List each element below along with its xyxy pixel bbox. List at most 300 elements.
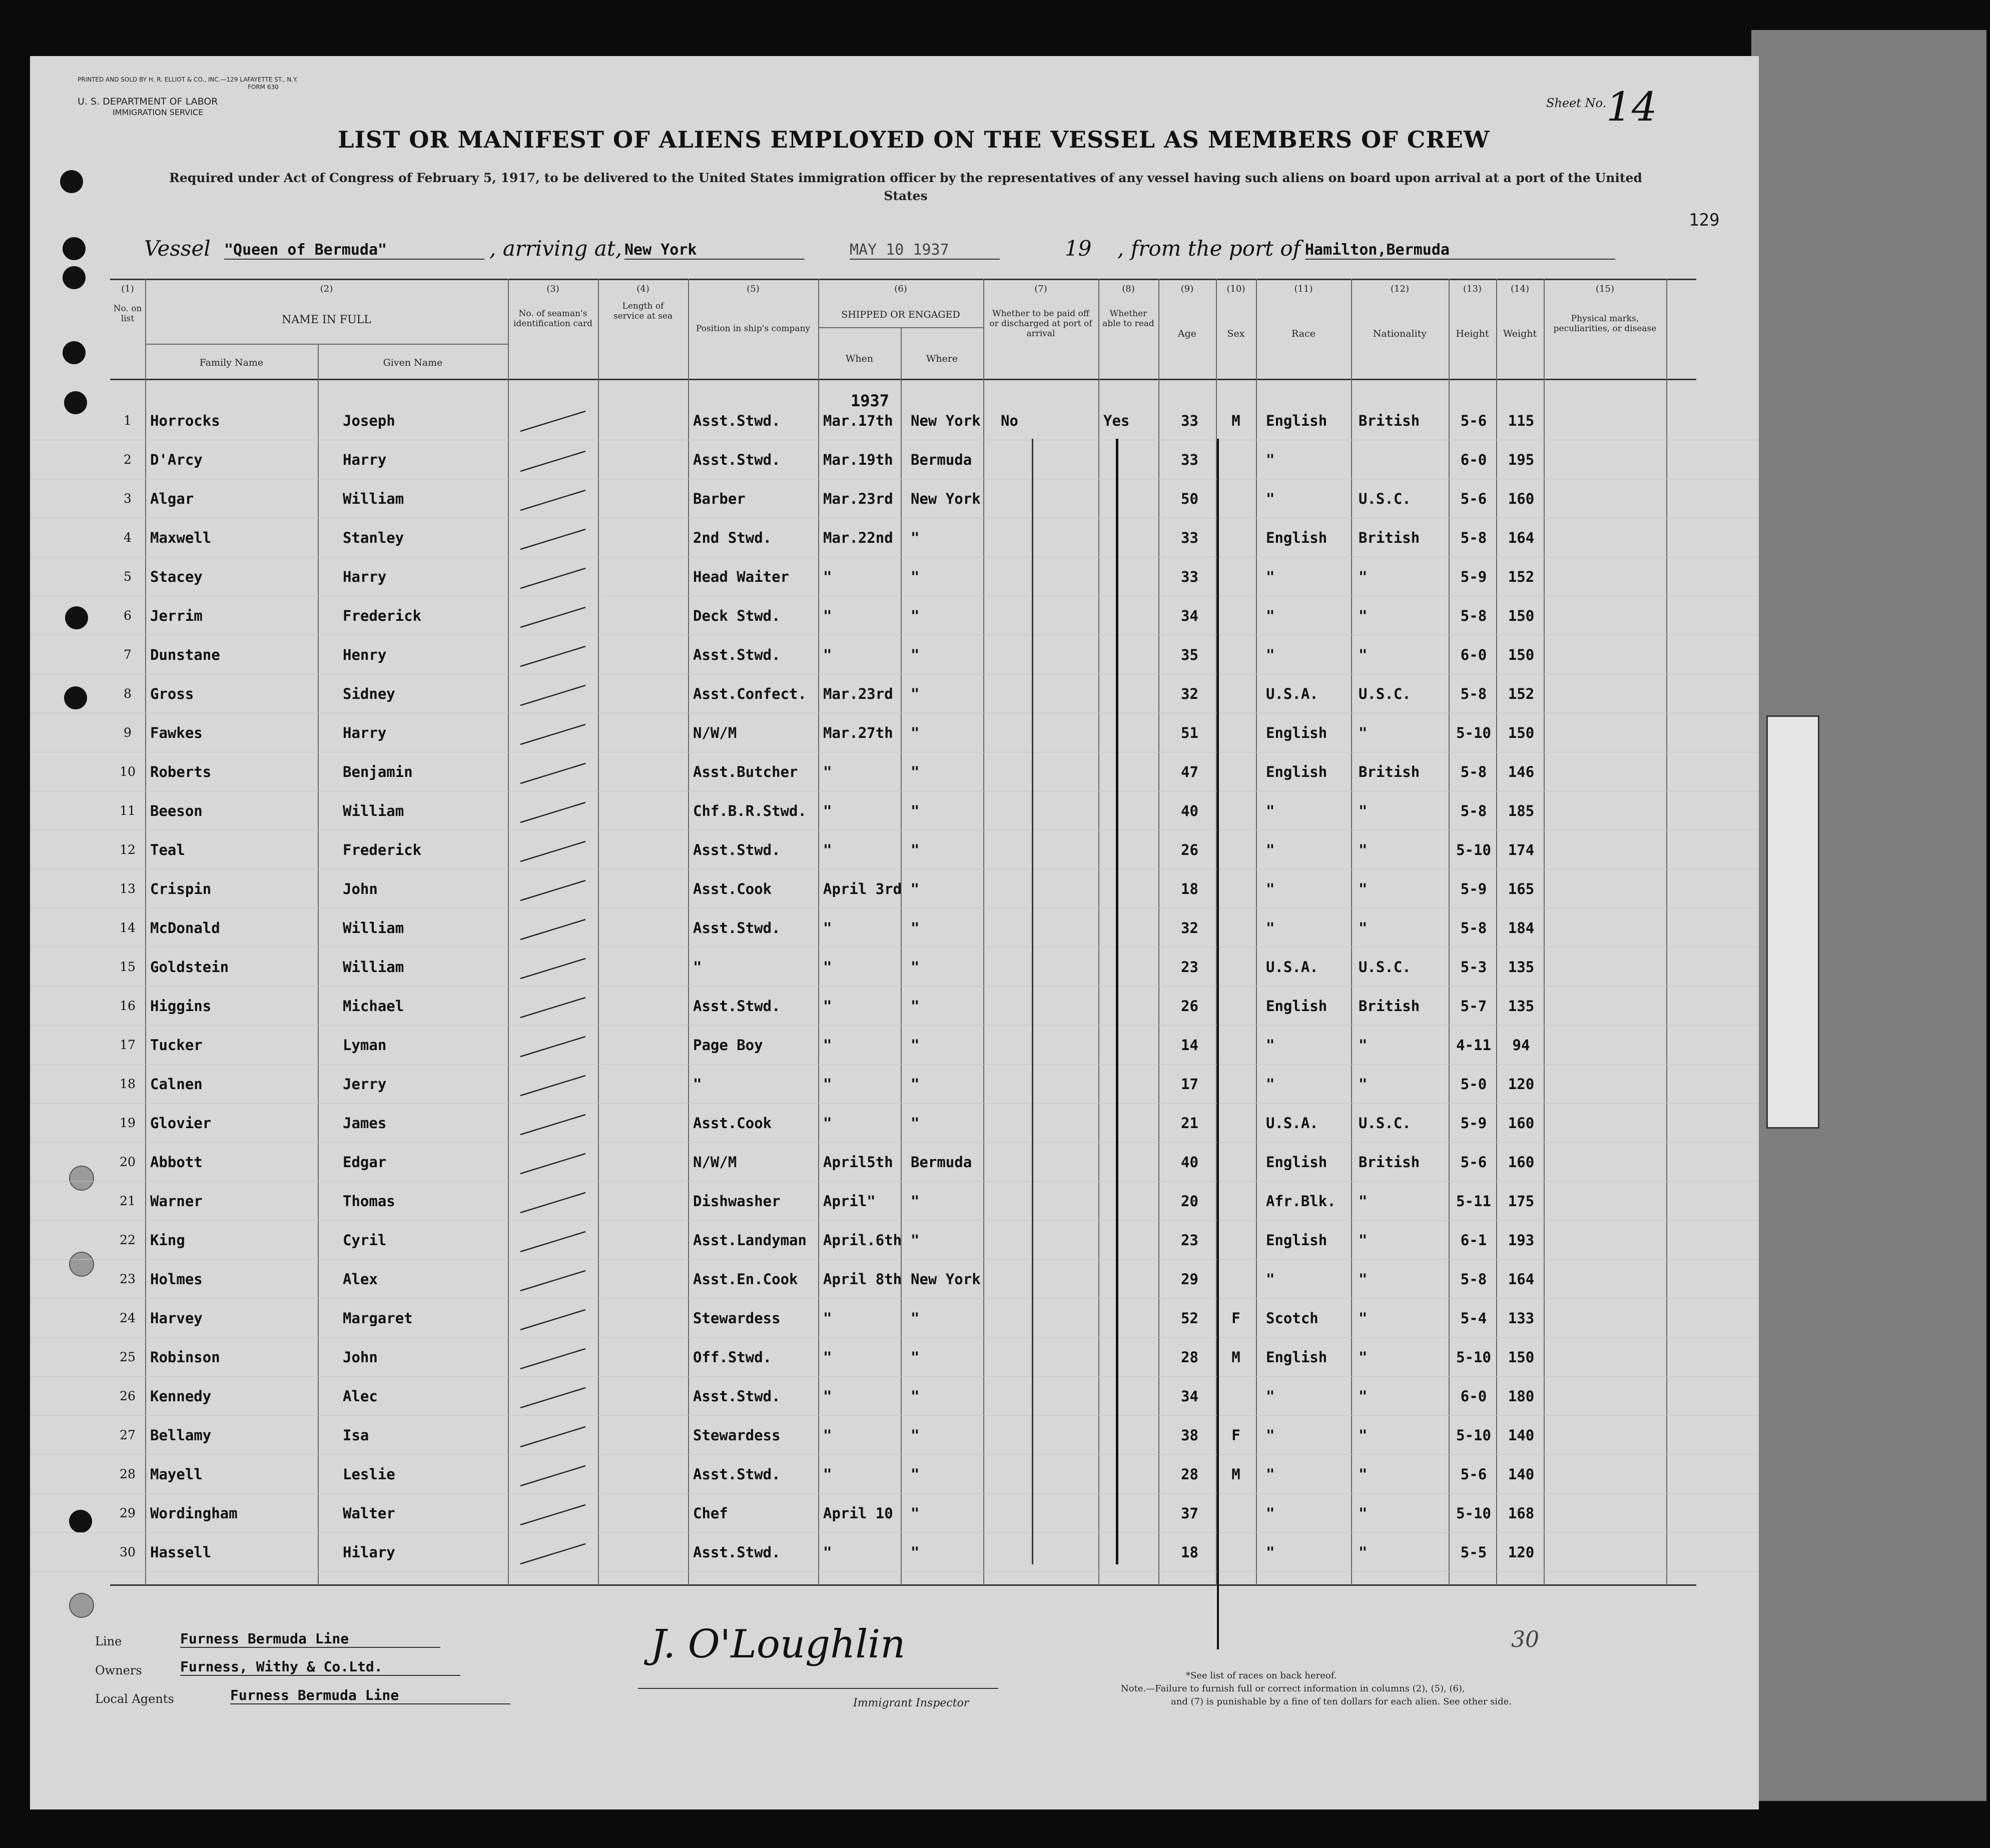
cell-where: " xyxy=(911,1115,920,1132)
cell-weight: 175 xyxy=(1508,1193,1535,1210)
cell-position: Deck Stwd. xyxy=(693,607,781,624)
cell-family: Kennedy xyxy=(150,1388,212,1405)
col-number: (6) xyxy=(894,284,907,294)
cell-weight: 135 xyxy=(1508,959,1535,976)
cell-paid xyxy=(1001,830,1051,869)
page-title: LIST OR MANIFEST OF ALIENS EMPLOYED ON THE VESSEL AS MEMBERS OF CREW xyxy=(338,126,1490,153)
cell-sex: F xyxy=(1231,1310,1240,1327)
cell-given: William xyxy=(343,919,404,937)
cell-when: " xyxy=(823,1466,832,1483)
cell-nationality: U.S.C. xyxy=(1359,490,1411,507)
cell-race: " xyxy=(1266,607,1275,624)
cell-sex xyxy=(1221,1260,1251,1299)
cell-given: Sidney xyxy=(343,685,395,702)
cell-no: 22 xyxy=(120,1233,136,1247)
cell-no: 2 xyxy=(124,452,132,467)
table-row xyxy=(30,830,1759,869)
id-card-slashes xyxy=(510,401,598,1572)
cell-race: " xyxy=(1266,1076,1275,1093)
cell-read xyxy=(1103,908,1153,948)
cell-race: " xyxy=(1266,1271,1275,1288)
cell-sex xyxy=(1221,830,1251,869)
cell-given: Lyman xyxy=(343,1037,387,1054)
cell-family: Beeson xyxy=(150,802,203,819)
cell-position: N/W/M xyxy=(693,724,737,741)
cell-family: Crispin xyxy=(150,880,212,897)
cell-no: 10 xyxy=(120,764,136,779)
cell-paid xyxy=(1001,1182,1051,1221)
cell-nationality: " xyxy=(1359,568,1368,585)
cell-race: English xyxy=(1266,724,1328,741)
cell-position: Asst.Stwd. xyxy=(693,1388,781,1405)
cell-race: " xyxy=(1266,568,1275,585)
cell-position: Asst.Stwd. xyxy=(693,998,781,1015)
cell-no: 12 xyxy=(120,842,136,857)
cell-sex xyxy=(1221,1182,1251,1221)
row-rule xyxy=(30,1571,1759,1572)
note-line: Note.—Failure to furnish full or correct information in columns (2), (5), (6), xyxy=(1121,1683,1465,1694)
table-row xyxy=(30,635,1759,674)
table-row xyxy=(30,752,1759,791)
cell-nationality: " xyxy=(1359,1427,1368,1444)
cell-given: Leslie xyxy=(343,1466,395,1483)
cell-where: " xyxy=(911,568,920,585)
cell-read xyxy=(1103,1182,1153,1221)
cell-nationality: U.S.C. xyxy=(1359,685,1411,702)
header-id-card: No. of seaman's identification card xyxy=(513,309,593,329)
header-bottom-rule xyxy=(110,379,1696,380)
cell-height: 5-8 xyxy=(1460,1271,1487,1288)
cell-no: 25 xyxy=(120,1350,136,1364)
cell-race: " xyxy=(1266,646,1275,663)
cell-where: " xyxy=(911,724,920,741)
cell-no: 19 xyxy=(120,1116,136,1130)
table-row xyxy=(30,1221,1759,1260)
cell-where: " xyxy=(911,1544,920,1561)
cell-age: 28 xyxy=(1181,1466,1198,1483)
cell-where: " xyxy=(911,529,920,546)
cell-read xyxy=(1103,596,1153,635)
cell-paid xyxy=(1001,869,1051,908)
punch-hole xyxy=(63,237,86,260)
inspector-label: Immigrant Inspector xyxy=(853,1697,969,1709)
cell-weight: 150 xyxy=(1508,646,1535,663)
cell-height: 6-0 xyxy=(1460,1388,1487,1405)
cell-family: D'Arcy xyxy=(150,451,203,468)
cell-height: 5-9 xyxy=(1460,880,1487,897)
cell-given: Alex xyxy=(343,1271,378,1288)
cell-family: Goldstein xyxy=(150,959,229,976)
cell-paid xyxy=(1001,1338,1051,1377)
cell-paid xyxy=(1001,1026,1051,1065)
cell-position: Asst.Cook xyxy=(693,880,772,897)
printer-imprint xyxy=(78,76,298,91)
cell-age: 34 xyxy=(1181,607,1198,624)
cell-where: " xyxy=(911,1388,920,1405)
cell-sex xyxy=(1221,518,1251,557)
punch-hole xyxy=(60,170,83,193)
table-row xyxy=(30,791,1759,830)
cell-family: Harvey xyxy=(150,1310,203,1327)
vessel-name: "Queen of Bermuda" xyxy=(224,241,484,260)
cell-paid xyxy=(1001,1494,1051,1533)
header-where: Where xyxy=(926,353,958,364)
cell-height: 5-6 xyxy=(1460,1466,1487,1483)
cell-race: " xyxy=(1266,841,1275,858)
cell-nationality: " xyxy=(1359,1271,1368,1288)
cell-paid xyxy=(1001,440,1051,479)
cell-race: " xyxy=(1266,802,1275,819)
cell-weight: 115 xyxy=(1508,412,1535,429)
cell-nationality: U.S.C. xyxy=(1359,1115,1411,1132)
cell-family: Glovier xyxy=(150,1115,212,1132)
cell-family: Holmes xyxy=(150,1271,203,1288)
cell-sex xyxy=(1221,869,1251,908)
cell-sex xyxy=(1221,1065,1251,1104)
cell-position: Asst.Stwd. xyxy=(693,841,781,858)
cell-read xyxy=(1103,557,1153,596)
cell-nationality: British xyxy=(1359,763,1420,780)
cell-when: Mar.23rd xyxy=(823,490,893,507)
year-label: 19 xyxy=(1065,236,1092,261)
cell-race: " xyxy=(1266,490,1275,507)
cell-height: 5-10 xyxy=(1456,724,1491,741)
cell-family: Dunstane xyxy=(150,646,220,663)
name-divider-rule xyxy=(145,344,508,345)
cell-family: Warner xyxy=(150,1193,203,1210)
cell-sex xyxy=(1221,557,1251,596)
cell-no: 5 xyxy=(124,569,132,584)
cell-position: Dishwasher xyxy=(693,1193,781,1210)
cell-nationality: U.S.C. xyxy=(1359,959,1411,976)
cell-where: " xyxy=(911,919,920,937)
cell-where: " xyxy=(911,841,920,858)
cell-race: English xyxy=(1266,763,1328,780)
cell-paid xyxy=(1001,1533,1051,1572)
cell-when: Mar.23rd xyxy=(823,685,893,702)
cell-read xyxy=(1103,1143,1153,1182)
handwritten-total: 30 xyxy=(1511,1627,1539,1652)
cell-age: 52 xyxy=(1181,1310,1198,1327)
cell-paid xyxy=(1001,635,1051,674)
vessel-label: Vessel xyxy=(144,236,211,261)
cell-paid xyxy=(1001,518,1051,557)
note-line: and (7) is punishable by a fine of ten dollars for each alien. See other side. xyxy=(1171,1696,1512,1707)
table-row xyxy=(30,1143,1759,1182)
cell-height: 5-9 xyxy=(1460,568,1487,585)
ditto-line-sex xyxy=(1217,439,1219,1649)
cell-position: Chf.B.R.Stwd. xyxy=(693,802,807,819)
cell-read xyxy=(1103,1260,1153,1299)
cell-read xyxy=(1103,518,1153,557)
cell-given: Harry xyxy=(343,568,387,585)
cell-given: Harry xyxy=(343,451,387,468)
cell-no: 23 xyxy=(120,1272,136,1286)
header-read: Whether able to read xyxy=(1102,309,1154,329)
cell-age: 26 xyxy=(1181,998,1198,1015)
cell-where: New York xyxy=(911,412,981,429)
cell-weight: 185 xyxy=(1508,802,1535,819)
cell-no: 7 xyxy=(124,647,132,662)
cell-nationality: British xyxy=(1359,412,1420,429)
header-sex: Sex xyxy=(1227,328,1245,339)
cell-weight: 160 xyxy=(1508,1154,1535,1171)
header-position: Position in ship's company xyxy=(696,324,811,334)
cell-nationality: " xyxy=(1359,1076,1368,1093)
cell-position: Chef xyxy=(693,1505,728,1522)
arriving-label: , arriving at, xyxy=(489,236,622,261)
cell-family: Algar xyxy=(150,490,194,507)
cell-age: 20 xyxy=(1181,1193,1198,1210)
cell-weight: 174 xyxy=(1508,841,1535,858)
line-value: Furness Bermuda Line xyxy=(180,1630,440,1648)
cell-nationality: " xyxy=(1359,1193,1368,1210)
cell-family: Wordingham xyxy=(150,1505,238,1522)
cell-height: 5-9 xyxy=(1460,1115,1487,1132)
cell-no: 8 xyxy=(124,686,132,701)
agents-label: Local Agents xyxy=(95,1692,174,1706)
page-subtitle: Required under Act of Congress of February 5, 1917, to be delivered to the United States immigration officer by the representatives of any vessel having such aliens on board upon arrival at a port of the United States xyxy=(169,171,1642,203)
header-weight: Weight xyxy=(1503,328,1537,339)
cell-nationality: " xyxy=(1359,1310,1368,1327)
cell-no: 20 xyxy=(120,1155,136,1169)
cell-given: Thomas xyxy=(343,1193,395,1210)
ditto-line-paid xyxy=(1032,439,1033,1564)
cell-nationality: " xyxy=(1359,802,1368,819)
cell-sex xyxy=(1221,908,1251,948)
printer-line: PRINTED AND SOLD BY H. R. ELLIOT & CO., INC.—129 LAFAYETTE ST., N.Y. xyxy=(78,76,298,83)
cell-height: 6-0 xyxy=(1460,646,1487,663)
cell-height: 5-6 xyxy=(1460,1154,1487,1171)
cell-read xyxy=(1103,1026,1153,1065)
cell-read xyxy=(1103,869,1153,908)
department-block xyxy=(78,96,218,118)
cell-weight: 120 xyxy=(1508,1076,1535,1093)
cell-given: Benjamin xyxy=(343,763,413,780)
cell-nationality: " xyxy=(1359,646,1368,663)
cell-where: " xyxy=(911,646,920,663)
cell-race: " xyxy=(1266,1505,1275,1522)
cell-no: 1 xyxy=(124,413,132,428)
cell-paid xyxy=(1001,1104,1051,1143)
cell-when: " xyxy=(823,607,832,624)
cell-read xyxy=(1103,713,1153,752)
cell-no: 18 xyxy=(120,1077,136,1091)
cell-paid xyxy=(1001,1143,1051,1182)
cell-no: 9 xyxy=(124,725,132,740)
table-row xyxy=(30,1260,1759,1299)
cell-when: " xyxy=(823,919,832,937)
cell-when: " xyxy=(823,841,832,858)
cell-position: Asst.Stwd. xyxy=(693,451,781,468)
cell-when: April 8th xyxy=(823,1271,902,1288)
cell-height: 5-8 xyxy=(1460,607,1487,624)
cell-given: Joseph xyxy=(343,412,395,429)
cell-age: 40 xyxy=(1181,802,1198,819)
cell-where xyxy=(911,869,986,908)
cell-sex xyxy=(1221,479,1251,518)
cell-nationality: " xyxy=(1359,841,1368,858)
cell-height: 4-11 xyxy=(1456,1037,1491,1054)
cell-sex xyxy=(1221,713,1251,752)
table-row xyxy=(30,987,1759,1026)
cell-weight: 164 xyxy=(1508,529,1535,546)
cell-age: 32 xyxy=(1181,685,1198,702)
cell-weight: 140 xyxy=(1508,1427,1535,1444)
inspector-signature: J. O'Loughlin xyxy=(650,1622,906,1667)
vessel-line xyxy=(144,236,1675,266)
cell-sex xyxy=(1221,1494,1251,1533)
table-row xyxy=(30,713,1759,752)
cell-family: Higgins xyxy=(150,998,212,1015)
cell-when: " xyxy=(823,646,832,663)
cell-read xyxy=(1103,674,1153,713)
table-row xyxy=(30,1026,1759,1065)
cell-weight: 160 xyxy=(1508,490,1535,507)
header-paid-off: Whether to be paid off or discharged at port of arrival xyxy=(989,309,1092,339)
cell-position: Asst.Stwd. xyxy=(693,1466,781,1483)
cell-read xyxy=(1103,1338,1153,1377)
header-physical-marks: Physical marks, peculiarities, or disease xyxy=(1553,314,1657,334)
cell-sex xyxy=(1221,1026,1251,1065)
department-name: U. S. DEPARTMENT OF LABOR xyxy=(78,96,218,107)
cell-paid xyxy=(1001,1221,1051,1260)
table-row xyxy=(30,440,1759,479)
cell-age: 47 xyxy=(1181,763,1198,780)
cell-where: " xyxy=(911,802,920,819)
cell-height: 6-1 xyxy=(1460,1232,1487,1249)
col-number: (4) xyxy=(636,284,649,294)
cell-nationality: " xyxy=(1359,1037,1368,1054)
cell-age: 26 xyxy=(1181,841,1198,858)
cell-where: " xyxy=(911,685,920,702)
cell-sex xyxy=(1221,596,1251,635)
cell-no: 3 xyxy=(124,491,132,506)
cell-where: " xyxy=(911,1466,920,1483)
cell-given: Stanley xyxy=(343,529,404,546)
table-row xyxy=(30,557,1759,596)
cell-nationality xyxy=(1359,440,1449,479)
cell-where: " xyxy=(911,959,920,976)
table-top-rule xyxy=(110,279,1696,280)
cell-weight: 193 xyxy=(1508,1232,1535,1249)
cell-weight: 150 xyxy=(1508,1349,1535,1366)
cell-age: 23 xyxy=(1181,959,1198,976)
cell-when: Mar.19th xyxy=(823,451,893,468)
cell-position: Asst.Stwd. xyxy=(693,1544,781,1561)
line-label: Line xyxy=(95,1634,122,1648)
cell-no: 13 xyxy=(120,881,136,896)
cell-where: " xyxy=(911,1505,920,1522)
cell-sex: F xyxy=(1231,1427,1240,1444)
col-number: (3) xyxy=(546,284,559,294)
cell-nationality: " xyxy=(1359,1544,1368,1561)
cell-given: Michael xyxy=(343,998,404,1015)
agents-value: Furness Bermuda Line xyxy=(230,1687,510,1704)
cell-no: 21 xyxy=(120,1194,136,1208)
cell-family: King xyxy=(150,1232,185,1249)
table-row xyxy=(30,869,1759,908)
cell-family: McDonald xyxy=(150,919,220,937)
cell-weight: 120 xyxy=(1508,1544,1535,1561)
sheet-number: 14 xyxy=(1606,84,1657,130)
cell-weight: 94 xyxy=(1512,1037,1530,1054)
cell-where: " xyxy=(911,607,920,624)
cell-family: Calnen xyxy=(150,1076,203,1093)
cell-nationality: " xyxy=(1359,1505,1368,1522)
cell-read xyxy=(1103,635,1153,674)
cell-race: English xyxy=(1266,1349,1328,1366)
cell-position: Asst.En.Cook xyxy=(693,1271,798,1288)
cell-no: 27 xyxy=(120,1428,136,1442)
cell-race: " xyxy=(1266,451,1275,468)
cell-weight: 168 xyxy=(1508,1505,1535,1522)
cell-age: 18 xyxy=(1181,1544,1198,1561)
cell-sex xyxy=(1221,635,1251,674)
cell-paid xyxy=(1001,1299,1051,1338)
cell-position: Off.Stwd. xyxy=(693,1349,772,1366)
cell-sex: M xyxy=(1231,412,1240,429)
cell-given: Edgar xyxy=(343,1154,387,1171)
cell-position: Barber xyxy=(693,490,746,507)
cell-race: U.S.A. xyxy=(1266,685,1318,702)
header-nationality: Nationality xyxy=(1373,328,1427,339)
cell-position: Asst.Stwd. xyxy=(693,919,781,937)
page-number: 129 xyxy=(1689,210,1720,230)
col-number: (12) xyxy=(1391,284,1409,294)
cell-read xyxy=(1103,440,1153,479)
background-tally-card xyxy=(1766,715,1819,1129)
cell-height: 5-8 xyxy=(1460,529,1487,546)
owners-label: Owners xyxy=(95,1663,142,1677)
table-row xyxy=(30,674,1759,713)
col-number: (11) xyxy=(1294,284,1313,294)
cell-family: Roberts xyxy=(150,763,212,780)
cell-height: 5-8 xyxy=(1460,685,1487,702)
from-port: Hamilton,Bermuda xyxy=(1305,241,1615,260)
cell-position: Head Waiter xyxy=(693,568,790,585)
cell-read xyxy=(1103,1299,1153,1338)
cell-when: " xyxy=(823,763,832,780)
cell-position: N/W/M xyxy=(693,1154,737,1171)
cell-paid xyxy=(1001,596,1051,635)
cell-when: " xyxy=(823,568,832,585)
cell-race: English xyxy=(1266,529,1328,546)
table-row xyxy=(30,1104,1759,1143)
table-row xyxy=(30,518,1759,557)
cell-weight: 150 xyxy=(1508,607,1535,624)
cell-nationality: " xyxy=(1359,1349,1368,1366)
cell-when: " xyxy=(823,1115,832,1132)
cell-when: " xyxy=(823,802,832,819)
cell-where: " xyxy=(911,1427,920,1444)
cell-sex xyxy=(1221,1104,1251,1143)
cell-sex xyxy=(1221,1221,1251,1260)
cell-given: Harry xyxy=(343,724,387,741)
cell-family: Robinson xyxy=(150,1349,220,1366)
note-line: *See list of races on back hereof. xyxy=(1186,1670,1337,1681)
cell-race: U.S.A. xyxy=(1266,1115,1318,1132)
col-number: (1) xyxy=(121,284,134,294)
cell-given: Henry xyxy=(343,646,387,663)
cell-when: April 10 xyxy=(823,1505,893,1522)
cell-when: April.6th xyxy=(823,1232,902,1249)
cell-weight: 164 xyxy=(1508,1271,1535,1288)
cell-race: " xyxy=(1266,1037,1275,1054)
ditto-line-read xyxy=(1116,439,1118,1564)
cell-race: Scotch xyxy=(1266,1310,1318,1327)
col-number: (7) xyxy=(1034,284,1047,294)
